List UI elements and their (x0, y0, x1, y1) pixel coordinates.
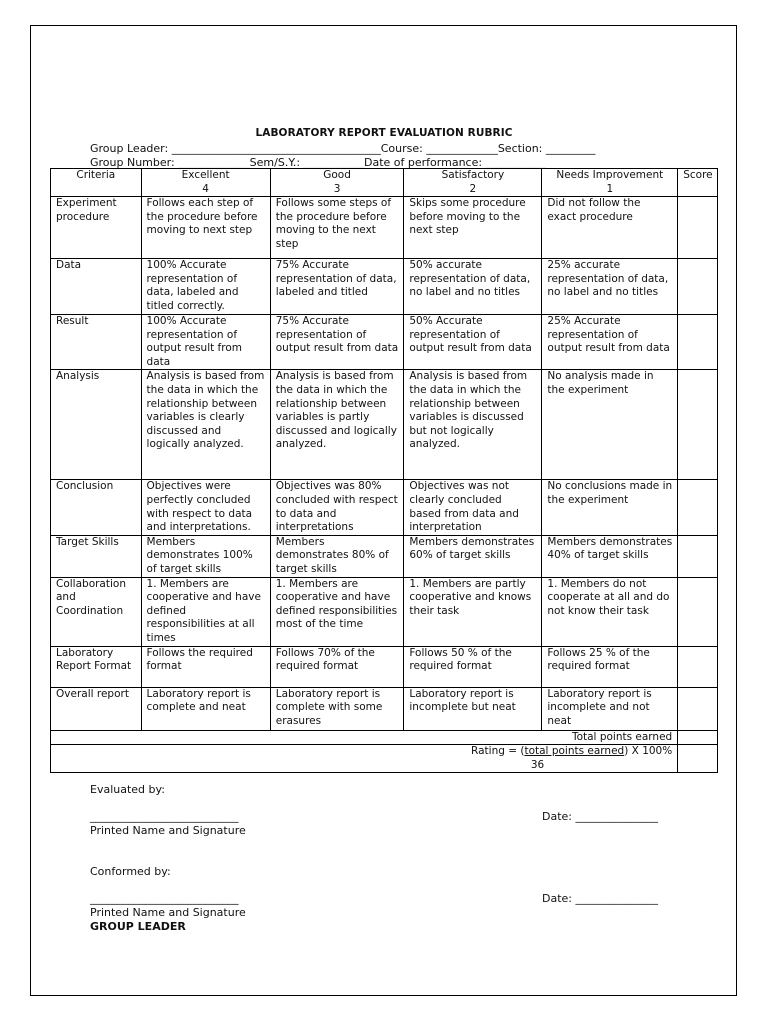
good-cell: 75% Accurate representation of data, labeled and titled (270, 259, 404, 315)
good-cell: Objectives was 80% concluded with respect to data and interpretations (270, 480, 404, 535)
criteria-cell: Analysis (51, 370, 142, 480)
satisfactory-cell: Laboratory report is incomplete but neat (404, 687, 542, 730)
total-label: Total points earned (51, 730, 678, 745)
total-score-cell[interactable] (678, 730, 718, 745)
leader-date-field[interactable]: Date: _______________ (542, 892, 658, 905)
total-row (51, 730, 718, 745)
criteria-cell: Collaboration and Coordination (51, 577, 142, 646)
good-cell: Follows some steps of the procedure before moving to the next step (270, 197, 404, 259)
column-header-excellent: Excellent 4 (141, 169, 270, 197)
score-cell[interactable] (678, 535, 718, 577)
criteria-cell: Result (51, 315, 142, 370)
table-row (51, 480, 718, 535)
excellent-cell: 100% Accurate representation of data, labeled and titled correctly. (141, 259, 270, 315)
good-cell: 1. Members are cooperative and have defined responsibilities most of the time (270, 577, 404, 646)
score-cell[interactable] (678, 370, 718, 480)
excellent-cell: Members demonstrates 100% of target skills (141, 535, 270, 577)
table-row (51, 646, 718, 687)
needs-improvement-cell: No conclusions made in the experiment (542, 480, 678, 535)
good-cell: 75% Accurate representation of output result from data (270, 315, 404, 370)
score-cell[interactable] (678, 315, 718, 370)
score-cell[interactable] (678, 687, 718, 730)
good-cell: Members demonstrates 80% of target skills (270, 535, 404, 577)
score-cell[interactable] (678, 259, 718, 315)
criteria-cell: Experiment procedure (51, 197, 142, 259)
rating-formula: Rating = (total points earned) X 100% 36 (51, 745, 678, 773)
table-header-row (51, 169, 718, 197)
satisfactory-cell: Objectives was not clearly concluded based from data and interpretation (404, 480, 542, 535)
excellent-cell: Analysis is based from the data in which the relationship between variables is clearly discussed and logically analyzed. (141, 370, 270, 480)
header-line-group-leader: Group Leader: ______________________________________Course: _____________Section: _________ (90, 142, 596, 155)
excellent-cell: 1. Members are cooperative and have defined responsibilities at all times (141, 577, 270, 646)
good-cell: Follows 70% of the required format (270, 646, 404, 687)
group-leader-label: GROUP LEADER (90, 920, 186, 933)
needs-improvement-cell: Laboratory report is incomplete and not neat (542, 687, 678, 730)
document-title: LABORATORY REPORT EVALUATION RUBRIC (255, 127, 513, 139)
rating-numerator: total points earned (524, 745, 625, 758)
criteria-cell: Laboratory Report Format (51, 646, 142, 687)
column-header-score: Score (678, 169, 718, 197)
evaluator-date-field[interactable]: Date: _______________ (542, 810, 658, 823)
score-cell[interactable] (678, 197, 718, 259)
table-row (51, 197, 718, 259)
rubric-table (50, 168, 718, 773)
rating-row (51, 745, 718, 773)
criteria-cell: Conclusion (51, 480, 142, 535)
rating-denominator: 36 (530, 758, 545, 771)
evaluator-printed-name-label: Printed Name and Signature (90, 824, 246, 837)
good-cell: Laboratory report is complete with some erasures (270, 687, 404, 730)
criteria-cell: Target Skills (51, 535, 142, 577)
rating-score-cell[interactable] (678, 745, 718, 773)
needs-improvement-cell: 1. Members do not cooperate at all and do not know their task (542, 577, 678, 646)
table-row (51, 259, 718, 315)
table-row (51, 577, 718, 646)
points-satisfactory: 2 (469, 182, 477, 195)
needs-improvement-cell: 25% accurate representation of data, no label and no titles (542, 259, 678, 315)
score-cell[interactable] (678, 480, 718, 535)
satisfactory-cell: Analysis is based from the data in which the relationship between variables is discussed but not logically analyzed. (404, 370, 542, 480)
column-header-criteria: Criteria (51, 169, 142, 197)
evaluator-signature-line[interactable]: ___________________________ (90, 810, 239, 823)
needs-improvement-cell: Did not follow the exact procedure (542, 197, 678, 259)
points-good: 3 (333, 182, 341, 195)
rating-prefix: Rating = (471, 745, 521, 758)
header-line-group-number: Group Number: _____________Sem/S.Y.: ___________Date of performance: ___________ (90, 156, 547, 169)
satisfactory-cell: 50% accurate representation of data, no label and no titles (404, 259, 542, 315)
table-row (51, 370, 718, 480)
satisfactory-cell: Follows 50 % of the required format (404, 646, 542, 687)
score-cell[interactable] (678, 646, 718, 687)
score-cell[interactable] (678, 577, 718, 646)
good-cell: Analysis is based from the data in which the relationship between variables is partly discussed and logically analyzed. (270, 370, 404, 480)
satisfactory-cell: Members demonstrates 60% of target skills (404, 535, 542, 577)
points-excellent: 4 (202, 182, 209, 195)
table-row (51, 315, 718, 370)
excellent-cell: 100% Accurate representation of output result from data (141, 315, 270, 370)
needs-improvement-cell: Follows 25 % of the required format (542, 646, 678, 687)
excellent-cell: Laboratory report is complete and neat (141, 687, 270, 730)
column-header-satisfactory: Satisfactory 2 (404, 169, 542, 197)
excellent-cell: Follows the required format (141, 646, 270, 687)
needs-improvement-cell: No analysis made in the experiment (542, 370, 678, 480)
column-header-needs-improvement: Needs Improvement 1 (542, 169, 678, 197)
table-row (51, 535, 718, 577)
satisfactory-cell: Skips some procedure before moving to the next step (404, 197, 542, 259)
needs-improvement-cell: 25% Accurate representation of output result from data (542, 315, 678, 370)
evaluated-by-label: Evaluated by: (90, 783, 165, 796)
excellent-cell: Objectives were perfectly concluded with respect to data and interpretations. (141, 480, 270, 535)
leader-printed-name-label: Printed Name and Signature (90, 906, 246, 919)
satisfactory-cell: 50% Accurate representation of output result from data (404, 315, 542, 370)
points-needs-improvement: 1 (606, 182, 614, 195)
leader-signature-line[interactable]: ___________________________ (90, 892, 239, 905)
satisfactory-cell: 1. Members are partly cooperative and knows their task (404, 577, 542, 646)
criteria-cell: Data (51, 259, 142, 315)
column-header-good: Good 3 (270, 169, 404, 197)
conformed-by-label: Conformed by: (90, 865, 171, 878)
excellent-cell: Follows each step of the procedure before moving to next step (141, 197, 270, 259)
criteria-cell: Overall report (51, 687, 142, 730)
rating-suffix: X 100% (628, 745, 673, 758)
table-row (51, 687, 718, 730)
needs-improvement-cell: Members demonstrates 40% of target skills (542, 535, 678, 577)
